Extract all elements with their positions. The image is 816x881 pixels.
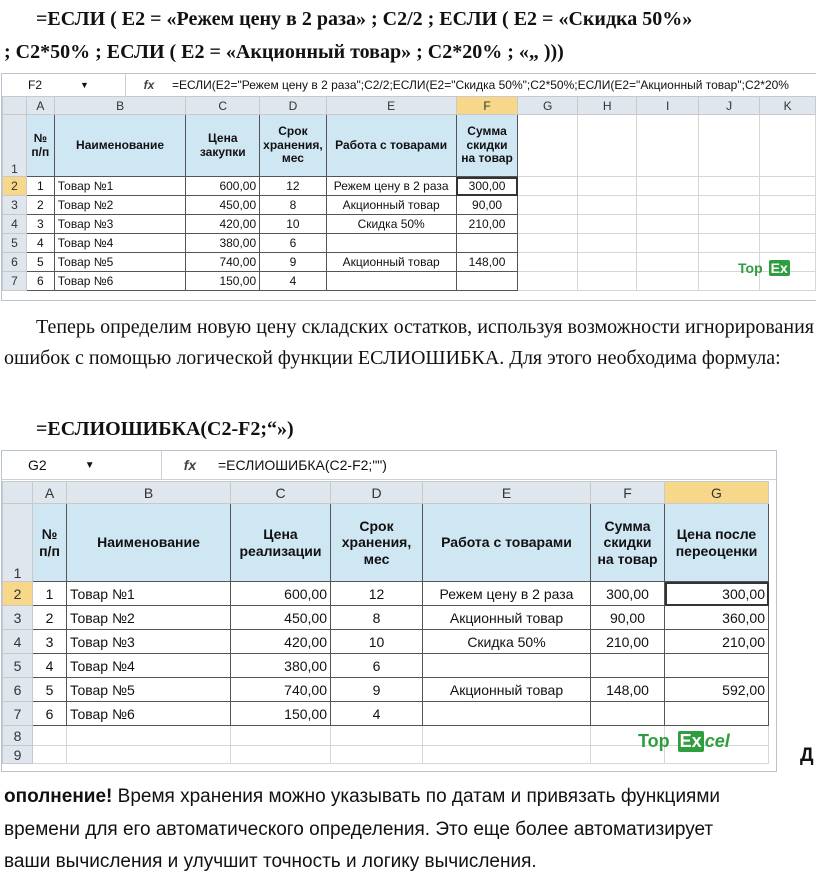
cell[interactable]: 10: [260, 215, 327, 234]
column-header[interactable]: C: [186, 97, 260, 115]
header-cell[interactable]: Срок хранения, мес: [331, 504, 423, 582]
select-all-corner[interactable]: [3, 97, 27, 115]
cell[interactable]: 740,00: [231, 678, 331, 702]
empty-cell[interactable]: [698, 234, 759, 253]
empty-cell[interactable]: [423, 746, 591, 764]
cell[interactable]: [326, 272, 456, 291]
header-cell[interactable]: № п/п: [26, 115, 54, 177]
cell[interactable]: Товар №3: [54, 215, 186, 234]
fx-icon[interactable]: fx: [183, 457, 197, 473]
logo-cel: cel: [704, 731, 730, 751]
empty-cell[interactable]: [577, 234, 637, 253]
column-header[interactable]: D: [260, 97, 327, 115]
cell[interactable]: 5: [33, 678, 67, 702]
empty-cell[interactable]: [637, 215, 698, 234]
row-header[interactable]: 2: [3, 582, 33, 606]
addition-lead-letter: Д: [800, 745, 814, 766]
cell[interactable]: [591, 702, 665, 726]
cell[interactable]: [665, 702, 769, 726]
cell[interactable]: 420,00: [231, 630, 331, 654]
row-header[interactable]: 5: [3, 654, 33, 678]
formula-text-2: =ЕСЛИОШИБКА(С2-F2;“»): [36, 418, 294, 440]
table-row: [3, 234, 816, 253]
addition-text-1: Время хранения можно указывать по датам и привязать функциями: [112, 786, 721, 807]
row-header[interactable]: 7: [3, 702, 33, 726]
formula-input[interactable]: =ЕСЛИ(E2="Режем цену в 2 раза";C2/2;ЕСЛИ(E2="Скидка 50%";C2*50%;ЕСЛИ(E2="Акционный товар";C2*20%: [172, 78, 789, 92]
cell[interactable]: 2: [26, 196, 54, 215]
cell[interactable]: Товар №5: [67, 678, 231, 702]
sheet-grid-2: [2, 481, 769, 764]
empty-cell[interactable]: [518, 272, 578, 291]
cell[interactable]: Режем цену в 2 раза: [423, 582, 591, 606]
header-cell[interactable]: Цена реализации: [231, 504, 331, 582]
cell[interactable]: 12: [260, 177, 327, 196]
header-cell[interactable]: Сумма скидки на товар: [591, 504, 665, 582]
empty-cell[interactable]: [637, 234, 698, 253]
empty-cell[interactable]: [33, 726, 67, 746]
column-header[interactable]: C: [231, 482, 331, 504]
cell[interactable]: Акционный товар: [326, 196, 456, 215]
logo-text: Top: [738, 260, 763, 276]
cell[interactable]: Товар №4: [54, 234, 186, 253]
cell[interactable]: 210,00: [665, 630, 769, 654]
cell[interactable]: 210,00: [591, 630, 665, 654]
cell[interactable]: 450,00: [231, 606, 331, 630]
column-header[interactable]: E: [423, 482, 591, 504]
cell[interactable]: 3: [26, 215, 54, 234]
cell[interactable]: [423, 702, 591, 726]
chevron-down-icon[interactable]: ▼: [80, 80, 89, 90]
empty-cell[interactable]: [637, 196, 698, 215]
empty-cell[interactable]: [577, 196, 637, 215]
cell[interactable]: 8: [331, 606, 423, 630]
row-header[interactable]: 6: [3, 678, 33, 702]
cell[interactable]: [456, 272, 518, 291]
cell[interactable]: 6: [26, 272, 54, 291]
column-header[interactable]: A: [26, 97, 54, 115]
empty-cell[interactable]: [760, 177, 816, 196]
cell[interactable]: 600,00: [231, 582, 331, 606]
cell[interactable]: [591, 654, 665, 678]
cell[interactable]: 8: [260, 196, 327, 215]
cell[interactable]: Товар №5: [54, 253, 186, 272]
cell[interactable]: 5: [26, 253, 54, 272]
header-cell[interactable]: Сумма скидки на товар: [456, 115, 518, 177]
cell[interactable]: 420,00: [186, 215, 260, 234]
table-row: [3, 630, 769, 654]
cell[interactable]: 210,00: [456, 215, 518, 234]
spreadsheet-screenshot-2: [1, 450, 777, 772]
column-header[interactable]: F: [591, 482, 665, 504]
column-header[interactable]: H: [577, 97, 637, 115]
row-header[interactable]: 1: [3, 115, 27, 177]
cell[interactable]: 450,00: [186, 196, 260, 215]
empty-cell[interactable]: [518, 177, 578, 196]
cell[interactable]: 6: [33, 702, 67, 726]
column-header[interactable]: E: [326, 97, 456, 115]
empty-cell[interactable]: [698, 215, 759, 234]
sheet-grid-1: [2, 96, 816, 291]
active-cell[interactable]: 300,00: [665, 582, 769, 606]
cell[interactable]: 380,00: [186, 234, 260, 253]
row-header[interactable]: 1: [3, 504, 33, 582]
cell[interactable]: [456, 234, 518, 253]
cell[interactable]: 4: [33, 654, 67, 678]
formula-input[interactable]: =ЕСЛИОШИБКА(C2-F2;""): [218, 457, 387, 473]
empty-cell[interactable]: [577, 253, 637, 272]
logo-ex: Ex: [679, 731, 702, 751]
empty-cell[interactable]: [518, 215, 578, 234]
empty-cell[interactable]: [33, 746, 67, 764]
cell[interactable]: 150,00: [186, 272, 260, 291]
table-row: [3, 654, 769, 678]
empty-cell[interactable]: [518, 234, 578, 253]
empty-cell[interactable]: [331, 746, 423, 764]
cell[interactable]: 4: [331, 702, 423, 726]
cell[interactable]: 300,00: [591, 582, 665, 606]
cell[interactable]: 600,00: [186, 177, 260, 196]
cell[interactable]: 4: [26, 234, 54, 253]
topexcel-logo: [738, 260, 791, 276]
table-row: [3, 272, 816, 291]
empty-cell[interactable]: [760, 115, 816, 177]
cell[interactable]: 3: [33, 630, 67, 654]
empty-cell[interactable]: [637, 177, 698, 196]
table-row: [3, 253, 816, 272]
header-cell[interactable]: Цена после переоценки: [665, 504, 769, 582]
cell[interactable]: 360,00: [665, 606, 769, 630]
cell[interactable]: 9: [331, 678, 423, 702]
cell[interactable]: 10: [331, 630, 423, 654]
select-all-corner[interactable]: [3, 482, 33, 504]
header-cell[interactable]: Работа с товарами: [326, 115, 456, 177]
cell[interactable]: Товар №3: [67, 630, 231, 654]
column-header[interactable]: D: [331, 482, 423, 504]
cell[interactable]: [423, 654, 591, 678]
cell[interactable]: 592,00: [665, 678, 769, 702]
cell[interactable]: 380,00: [231, 654, 331, 678]
column-header[interactable]: J: [698, 97, 759, 115]
empty-cell[interactable]: [698, 196, 759, 215]
cell[interactable]: 90,00: [456, 196, 518, 215]
empty-cell[interactable]: [423, 726, 591, 746]
table-row: [3, 606, 769, 630]
formula-text-line-2: ; С2*50% ; ЕСЛИ ( Е2 = «Акционный товар» ; С2*20% ; «„ ))): [4, 41, 564, 63]
name-box-value: G2: [28, 457, 47, 473]
header-cell[interactable]: Работа с товарами: [423, 504, 591, 582]
row-header[interactable]: 8: [3, 726, 33, 746]
empty-cell[interactable]: [637, 272, 698, 291]
column-header[interactable]: I: [637, 97, 698, 115]
row-header[interactable]: 6: [3, 253, 27, 272]
empty-cell[interactable]: [760, 196, 816, 215]
cell[interactable]: Товар №2: [54, 196, 186, 215]
empty-cell[interactable]: [518, 196, 578, 215]
empty-cell[interactable]: [577, 215, 637, 234]
row-header[interactable]: 5: [3, 234, 27, 253]
cell[interactable]: Скидка 50%: [326, 215, 456, 234]
empty-cell[interactable]: [518, 253, 578, 272]
cell[interactable]: Акционный товар: [326, 253, 456, 272]
cell[interactable]: 148,00: [591, 678, 665, 702]
logo-text: Top: [638, 731, 670, 751]
cell[interactable]: 6: [260, 234, 327, 253]
cell[interactable]: 740,00: [186, 253, 260, 272]
cell[interactable]: Товар №6: [67, 702, 231, 726]
formula-bar: [2, 74, 816, 97]
column-header[interactable]: F: [456, 97, 518, 115]
addition-bold: ополнение!: [4, 786, 113, 807]
cell[interactable]: Товар №6: [54, 272, 186, 291]
table-row: [3, 582, 769, 606]
cell[interactable]: 12: [331, 582, 423, 606]
table-row: [3, 215, 816, 234]
header-cell[interactable]: № п/п: [33, 504, 67, 582]
cell[interactable]: [326, 234, 456, 253]
cell[interactable]: Товар №2: [67, 606, 231, 630]
cell[interactable]: 148,00: [456, 253, 518, 272]
empty-cell[interactable]: [67, 746, 231, 764]
addition-line-2: времени для его автоматического определения. Это еще более автоматизирует: [4, 819, 714, 840]
empty-cell[interactable]: [577, 115, 637, 177]
cell[interactable]: 1: [33, 582, 67, 606]
header-cell[interactable]: Цена закупки: [186, 115, 260, 177]
formula-bar: [2, 451, 776, 480]
spreadsheet-screenshot-1: [1, 73, 816, 301]
name-box[interactable]: [2, 74, 126, 96]
table-row: [3, 177, 816, 196]
body-paragraph: Теперь определим новую цену складских остатков, используя возможности игнорирования ошибок с помощью логической функции ЕСЛИОШИБКА. Для этого необходима формула:: [4, 316, 814, 369]
chevron-down-icon[interactable]: ▼: [84, 459, 95, 471]
header-cell[interactable]: Наименование: [54, 115, 186, 177]
header-cell[interactable]: Наименование: [67, 504, 231, 582]
column-header[interactable]: B: [67, 482, 231, 504]
row-header[interactable]: 2: [3, 177, 27, 196]
name-box-value: F2: [28, 78, 43, 92]
empty-cell[interactable]: [577, 272, 637, 291]
table-row: [3, 196, 816, 215]
column-header[interactable]: A: [33, 482, 67, 504]
empty-cell[interactable]: [67, 726, 231, 746]
column-header[interactable]: K: [760, 97, 816, 115]
empty-cell[interactable]: [231, 746, 331, 764]
row-header[interactable]: 4: [3, 630, 33, 654]
cell[interactable]: 1: [26, 177, 54, 196]
topexcel-logo: [638, 731, 730, 752]
fx-icon[interactable]: fx: [143, 78, 155, 92]
logo-ex: Ex: [770, 260, 788, 276]
empty-cell[interactable]: [637, 115, 698, 177]
addition-line-3: ваши вычисления и улучшит точность и логику вычисления.: [4, 851, 537, 872]
cell[interactable]: 9: [260, 253, 327, 272]
formula-text-line-1: =ЕСЛИ ( Е2 = «Режем цену в 2 раза» ; С2/2 ; ЕСЛИ ( Е2 = «Скидка 50%»: [36, 8, 693, 30]
table-row: [3, 702, 769, 726]
cell[interactable]: Товар №1: [54, 177, 186, 196]
column-header[interactable]: G: [518, 97, 578, 115]
empty-cell[interactable]: [637, 253, 698, 272]
column-header[interactable]: G: [665, 482, 769, 504]
empty-cell[interactable]: [577, 177, 637, 196]
row-header[interactable]: 4: [3, 215, 27, 234]
cell[interactable]: 2: [33, 606, 67, 630]
header-cell[interactable]: Срок хранения, мес: [260, 115, 327, 177]
cell[interactable]: 4: [260, 272, 327, 291]
row-header[interactable]: 3: [3, 606, 33, 630]
row-header[interactable]: 7: [3, 272, 27, 291]
cell[interactable]: Акционный товар: [423, 678, 591, 702]
cell[interactable]: Режем цену в 2 раза: [326, 177, 456, 196]
cell[interactable]: 150,00: [231, 702, 331, 726]
empty-cell[interactable]: [698, 115, 759, 177]
cell[interactable]: Товар №4: [67, 654, 231, 678]
empty-cell[interactable]: [760, 234, 816, 253]
addition-line-1: [4, 782, 816, 812]
empty-cell[interactable]: [518, 115, 578, 177]
empty-cell[interactable]: [760, 215, 816, 234]
name-box[interactable]: [2, 451, 162, 479]
active-cell[interactable]: 300,00: [456, 177, 518, 196]
cell[interactable]: Акционный товар: [423, 606, 591, 630]
row-header[interactable]: 3: [3, 196, 27, 215]
cell[interactable]: Товар №1: [67, 582, 231, 606]
cell[interactable]: [665, 654, 769, 678]
cell[interactable]: 90,00: [591, 606, 665, 630]
empty-cell[interactable]: [331, 726, 423, 746]
column-header[interactable]: B: [54, 97, 186, 115]
empty-cell[interactable]: [698, 177, 759, 196]
cell[interactable]: 6: [331, 654, 423, 678]
table-row: [3, 678, 769, 702]
empty-cell[interactable]: [231, 726, 331, 746]
cell[interactable]: Скидка 50%: [423, 630, 591, 654]
row-header[interactable]: 9: [3, 746, 33, 764]
